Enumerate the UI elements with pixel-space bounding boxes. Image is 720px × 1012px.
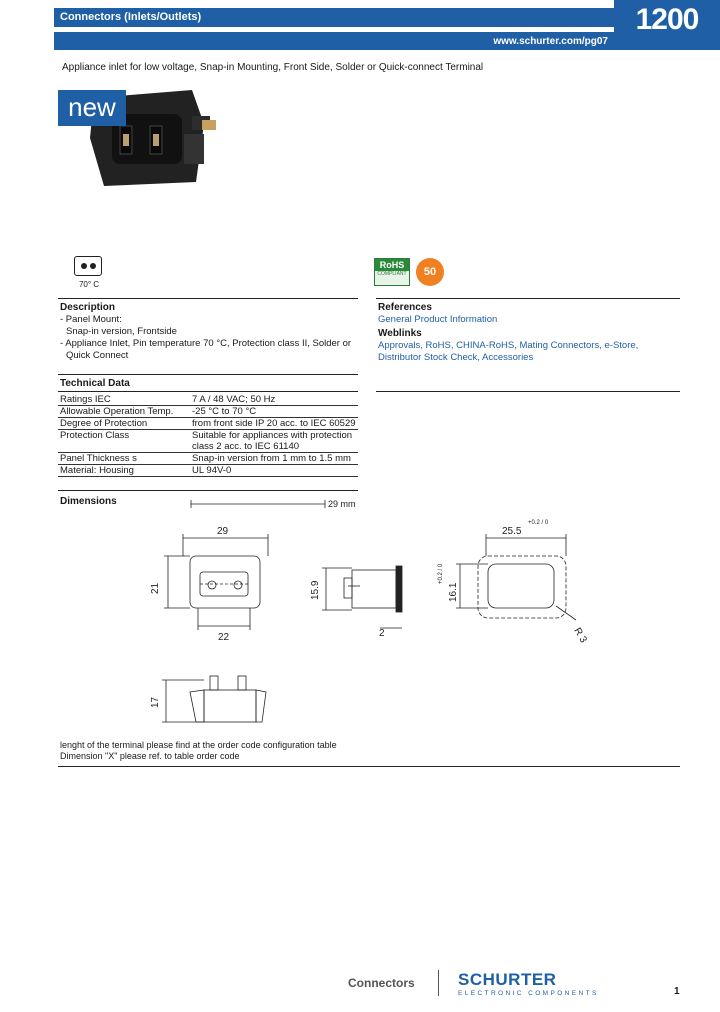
- divider: [58, 298, 358, 299]
- header-url-link[interactable]: www.schurter.com/pg07: [493, 36, 608, 47]
- note-dimension-x: Dimension "X" please ref. to table order code: [60, 751, 240, 761]
- dim-15-9: 15.9: [310, 580, 321, 600]
- temperature-label: 70° C: [78, 280, 100, 289]
- divider: [58, 766, 680, 767]
- footer-divider: [438, 970, 439, 996]
- product-subtitle: Appliance inlet for low voltage, Snap-in Mounting, Front Side, Solder or Quick-connect Terminal: [62, 62, 484, 73]
- table-row: [58, 430, 358, 453]
- tech-value: Suitable for appliances with protection class 2 acc. to IEC 61140: [190, 430, 358, 453]
- schurter-logo: SCHURTER: [458, 970, 557, 989]
- dim-21: 21: [150, 582, 161, 594]
- dim-25-5-tolerance: +0.2 / 0: [528, 520, 549, 526]
- divider: [376, 298, 680, 299]
- pin-icon: [90, 263, 96, 269]
- description-line: Quick Connect: [66, 350, 129, 361]
- technical-data-heading: Technical Data: [60, 378, 130, 389]
- header-title: Connectors (Inlets/Outlets): [60, 11, 202, 23]
- rohs-label: RoHS: [375, 259, 409, 271]
- bottom-view-drawing: [162, 676, 266, 722]
- description-line: - Appliance Inlet, Pin temperature 70 °C, Protection class II, Solder or: [60, 338, 352, 349]
- tech-value: UL 94V-0: [190, 465, 358, 477]
- description-line: - Panel Mount:: [60, 314, 122, 325]
- table-row: [58, 465, 358, 477]
- divider: [58, 374, 358, 375]
- dim-2: 2: [379, 628, 385, 639]
- front-view-drawing: [164, 534, 268, 630]
- description-heading: Description: [60, 302, 116, 313]
- rohs-badge: [374, 258, 410, 286]
- socket-symbol-icon: [74, 256, 102, 276]
- dim-29: 29: [217, 526, 229, 537]
- dim-17: 17: [150, 696, 161, 708]
- dimension-drawings: [0, 490, 720, 740]
- china-rohs-50-badge: 50: [416, 258, 444, 286]
- divider: [58, 391, 358, 392]
- new-badge: new: [58, 90, 126, 126]
- dimensions-heading: Dimensions: [60, 496, 117, 507]
- tech-value: Snap-in version from 1 mm to 1.5 mm: [190, 453, 358, 465]
- page-number: 1: [674, 986, 680, 997]
- references-heading: References: [378, 302, 432, 313]
- dim-25-5: 25.5: [502, 526, 522, 537]
- rohs-sub-label: COMPLIANT: [377, 271, 407, 277]
- dim-radius: R 3: [571, 626, 589, 645]
- page-header: [0, 0, 720, 52]
- tech-value: 7 A / 48 VAC; 50 Hz: [190, 394, 358, 406]
- dim-16-1: 16.1: [448, 582, 459, 602]
- technical-data-table: [58, 394, 358, 477]
- general-info-link[interactable]: General Product Information: [378, 314, 498, 325]
- tech-value: -25 °C to 70 °C: [190, 406, 358, 418]
- panel-cutout-drawing: [456, 534, 576, 620]
- tech-key: Degree of Protection: [58, 418, 190, 430]
- tech-key: Ratings IEC: [58, 394, 190, 406]
- scale-label: 29 mm: [328, 499, 356, 509]
- tech-key: Protection Class: [58, 430, 190, 453]
- table-row: [58, 394, 358, 406]
- weblinks-heading: Weblinks: [378, 328, 422, 339]
- tech-key: Allowable Operation Temp.: [58, 406, 190, 418]
- note-terminal-length: lenght of the terminal please find at the order code configuration table: [60, 740, 337, 750]
- scale-bar: [191, 500, 325, 508]
- product-number: 1200: [614, 0, 720, 50]
- dim-16-1-tolerance: +0.2 / 0: [438, 563, 444, 584]
- description-line: Snap-in version, Frontside: [66, 326, 177, 337]
- dim-22: 22: [218, 632, 230, 643]
- weblinks-line-2[interactable]: Distributor Stock Check, Accessories: [378, 352, 534, 363]
- side-view-drawing: [322, 566, 402, 628]
- tech-key: Material: Housing: [58, 465, 190, 477]
- footer-category: Connectors: [348, 976, 415, 990]
- pin-icon: [81, 263, 87, 269]
- schurter-logo-subtitle: ELECTRONIC COMPONENTS: [458, 990, 599, 997]
- tech-value: from front side IP 20 acc. to IEC 60529: [190, 418, 358, 430]
- table-row: [58, 453, 358, 465]
- temperature-mark: [74, 256, 104, 296]
- weblinks-line-1[interactable]: Approvals, RoHS, CHINA-RoHS, Mating Connectors, e-Store,: [378, 340, 639, 351]
- tech-key: Panel Thickness s: [58, 453, 190, 465]
- table-row: [58, 406, 358, 418]
- divider: [376, 391, 680, 392]
- table-row: [58, 418, 358, 430]
